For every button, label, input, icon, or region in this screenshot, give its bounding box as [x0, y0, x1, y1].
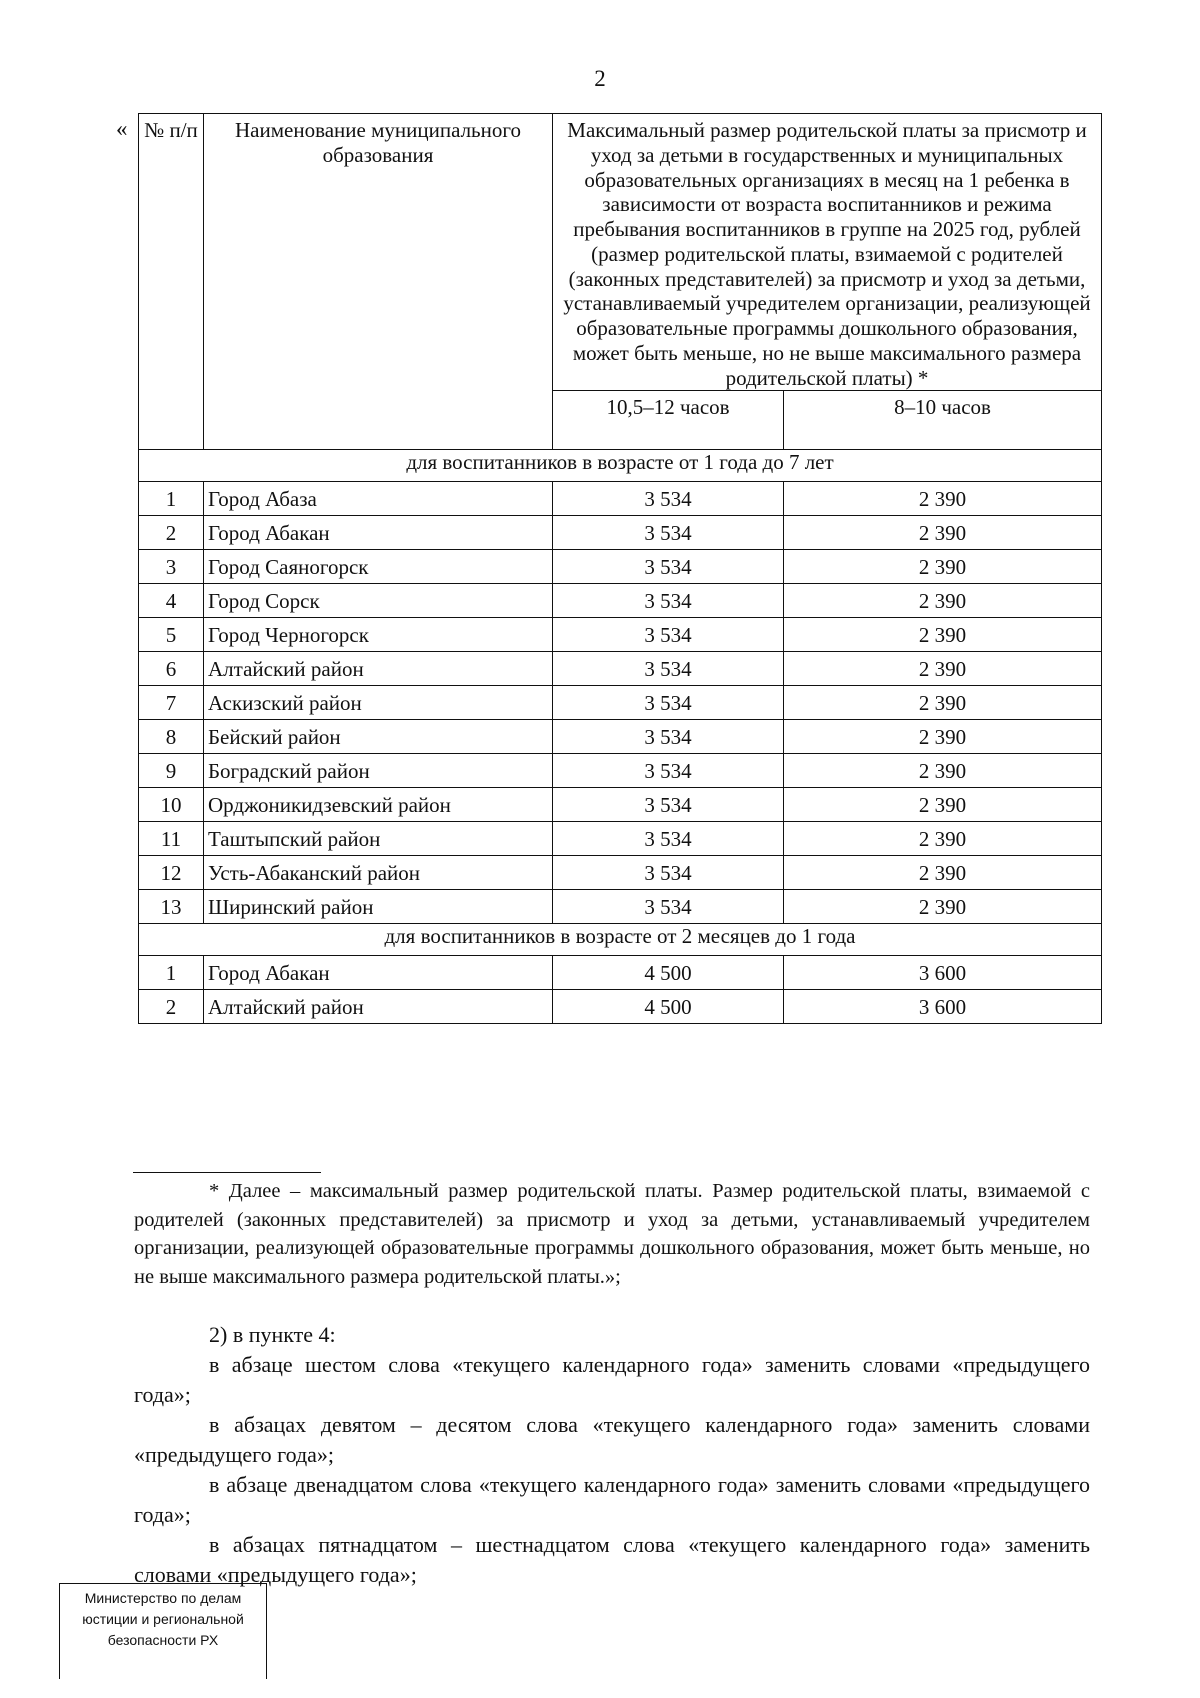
fee-short-day: 2 390 [784, 822, 1102, 856]
municipality-name: Боградский район [204, 754, 553, 788]
paragraph: 2) в пункте 4: [209, 1322, 336, 1347]
fee-long-day: 3 534 [553, 550, 784, 584]
municipality-name: Таштыпский район [204, 822, 553, 856]
row-number: 3 [139, 550, 204, 584]
row-number: 6 [139, 652, 204, 686]
municipality-name: Город Черногорск [204, 618, 553, 652]
stamp-line: безопасности РХ [107, 1632, 219, 1648]
row-number: 9 [139, 754, 204, 788]
table-body [139, 450, 1102, 1024]
municipality-name: Ширинский район [204, 890, 553, 924]
fee-long-day: 4 500 [553, 990, 784, 1024]
row-number: 13 [139, 890, 204, 924]
fee-long-day: 3 534 [553, 482, 784, 516]
table-row [139, 618, 1102, 652]
table-row [139, 856, 1102, 890]
table-row [139, 990, 1102, 1024]
fee-long-day: 3 534 [553, 618, 784, 652]
row-number: 12 [139, 856, 204, 890]
header-hours-long: 10,5–12 часов [553, 391, 784, 450]
page-number: 2 [594, 66, 606, 91]
fee-long-day: 3 534 [553, 890, 784, 924]
table-row [139, 720, 1102, 754]
paragraph: в абзаце шестом слова «текущего календарного года» заменить словами «предыдущего года»; [134, 1352, 1090, 1407]
header-max-fee: Максимальный размер родительской платы за присмотр и уход за детьми в государственных и муниципальных образовательных организациях в месяц на 1 ребенка в зависимости от возраста воспитанников и режима пребывания воспитанников в группе на 2025 год, рублей (размер родительской платы, взимаемой с родителей (законных представителей) за присмотр и уход за детьми, устанавливаемый учредителем организации, реализующей образовательные программы дошкольного образования, может быть меньше, но не выше максимального размера родительской платы) * [553, 114, 1102, 391]
table-row [139, 550, 1102, 584]
table-row [139, 956, 1102, 990]
municipality-name: Город Саяногорск [204, 550, 553, 584]
row-number: 8 [139, 720, 204, 754]
fee-short-day: 2 390 [784, 652, 1102, 686]
table-row [139, 516, 1102, 550]
row-number: 1 [139, 482, 204, 516]
municipality-name: Алтайский район [204, 652, 553, 686]
fee-long-day: 3 534 [553, 652, 784, 686]
fee-short-day: 2 390 [784, 516, 1102, 550]
municipality-name: Город Сорск [204, 584, 553, 618]
opening-quote: « [116, 116, 128, 141]
municipality-name: Алтайский район [204, 990, 553, 1024]
paragraph: в абзацах девятом – десятом слова «текущего календарного года» заменить словами «предыдущего года»; [134, 1412, 1090, 1467]
fee-long-day: 3 534 [553, 856, 784, 890]
fee-long-day: 4 500 [553, 956, 784, 990]
municipality-name: Усть-Абаканский район [204, 856, 553, 890]
fee-short-day: 2 390 [784, 686, 1102, 720]
table-row [139, 822, 1102, 856]
row-number: 4 [139, 584, 204, 618]
fee-short-day: 2 390 [784, 482, 1102, 516]
fee-long-day: 3 534 [553, 754, 784, 788]
fee-short-day: 2 390 [784, 550, 1102, 584]
footnote [134, 1177, 1090, 1291]
table-row [139, 890, 1102, 924]
table-row [139, 482, 1102, 516]
row-number: 7 [139, 686, 204, 720]
row-number: 2 [139, 516, 204, 550]
fee-long-day: 3 534 [553, 516, 784, 550]
header-hours-short: 8–10 часов [784, 391, 1102, 450]
registration-stamp [59, 1583, 267, 1679]
table-row [139, 584, 1102, 618]
footnote-text: * Далее – максимальный размер родительской платы. Размер родительской платы, взимаемой с родителей (законных представителей) за присмотр и уход за детьми, устанавливаемый учредителем организации, реализующей образовательные программы дошкольного образования, может быть меньше, но не выше максимального размера родительской платы.»; [134, 1180, 1090, 1288]
fee-long-day: 3 534 [553, 720, 784, 754]
table-row [139, 788, 1102, 822]
fee-short-day: 2 390 [784, 720, 1102, 754]
fee-short-day: 2 390 [784, 618, 1102, 652]
paragraph: в абзаце двенадцатом слова «текущего календарного года» заменить словами «предыдущего года»; [134, 1472, 1090, 1527]
fee-short-day: 2 390 [784, 788, 1102, 822]
municipality-name: Аскизский район [204, 686, 553, 720]
fee-short-day: 2 390 [784, 856, 1102, 890]
fee-long-day: 3 534 [553, 822, 784, 856]
row-number: 2 [139, 990, 204, 1024]
section-row [139, 450, 1102, 482]
fee-short-day: 3 600 [784, 990, 1102, 1024]
paragraph: в абзацах пятнадцатом – шестнадцатом слова «текущего календарного года» заменить словами «предыдущего года»; [134, 1532, 1090, 1587]
section-row [139, 924, 1102, 956]
row-number: 1 [139, 956, 204, 990]
stamp-line: Министерство по делам [84, 1590, 242, 1606]
municipality-name: Орджоникидзевский район [204, 788, 553, 822]
header-municipality: Наименование муниципального образования [204, 114, 553, 450]
fee-short-day: 2 390 [784, 890, 1102, 924]
table-row [139, 686, 1102, 720]
fee-table [138, 113, 1102, 1024]
header-number: № п/п [139, 114, 204, 450]
fee-short-day: 2 390 [784, 584, 1102, 618]
fee-long-day: 3 534 [553, 788, 784, 822]
table-row [139, 754, 1102, 788]
table-row [139, 652, 1102, 686]
municipality-name: Бейский район [204, 720, 553, 754]
fee-long-day: 3 534 [553, 584, 784, 618]
fee-short-day: 3 600 [784, 956, 1102, 990]
stamp-line: юстиции и региональной [82, 1611, 244, 1627]
fee-long-day: 3 534 [553, 686, 784, 720]
municipality-name: Город Абакан [204, 956, 553, 990]
amendment-text [134, 1320, 1090, 1590]
section-title: для воспитанников в возрасте от 2 месяцев до 1 года [139, 924, 1102, 956]
row-number: 11 [139, 822, 204, 856]
fee-short-day: 2 390 [784, 754, 1102, 788]
row-number: 5 [139, 618, 204, 652]
municipality-name: Город Абаза [204, 482, 553, 516]
row-number: 10 [139, 788, 204, 822]
municipality-name: Город Абакан [204, 516, 553, 550]
section-title: для воспитанников в возрасте от 1 года до 7 лет [139, 450, 1102, 482]
footnote-divider [133, 1172, 321, 1173]
